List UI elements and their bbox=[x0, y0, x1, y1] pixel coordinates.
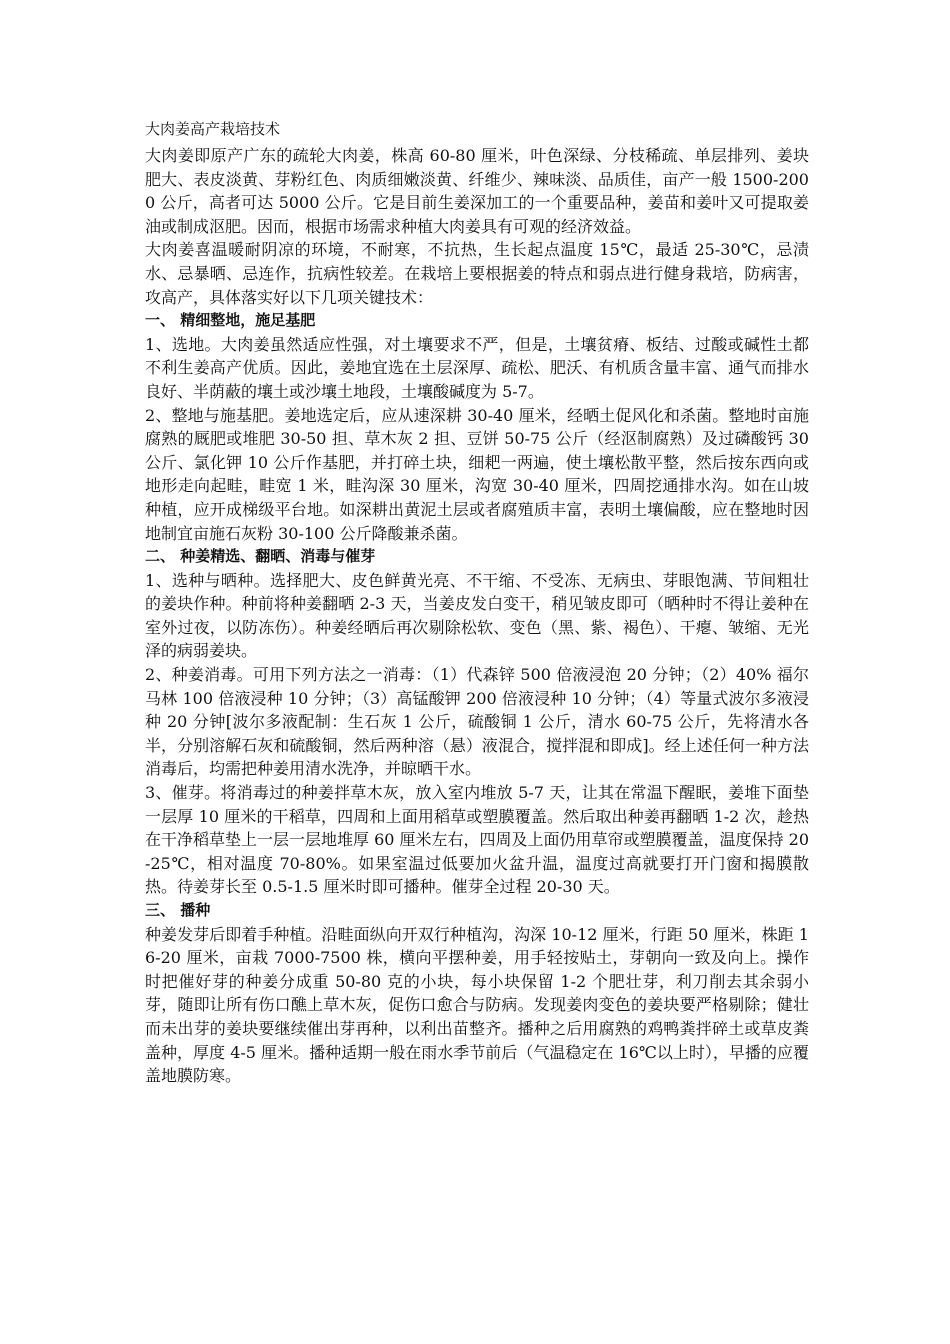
document-title: 大肉姜高产栽培技术 bbox=[145, 120, 281, 138]
section-paragraph: 3、催芽。将消毒过的种姜拌草木灰，放入室内堆放 5-7 天，让其在常温下醒眠，姜堆下面垫一层厚 10 厘米的干稻草，四周和上面用稻草或塑膜覆盖。然后取出种姜再翻晒 1-2 次，趁热在干净稻草垫上一层一层地堆厚 60 厘米左右，四周及上面仍用草帘或塑膜覆盖，温度保持 20-25℃，相对温度 70-80%。如果室温过低要加火盆升温，温度过高就要打开门窗和揭膜散热。待姜芽长至 0.5-1.5 厘米时即可播种。催芽全过程 20-30 天。 bbox=[145, 783, 809, 897]
section-paragraph: 2、整地与施基肥。姜地选定后，应从速深耕 30-40 厘米，经晒土促风化和杀菌。整地时亩施腐熟的厩肥或堆肥 30-50 担、草木灰 2 担、豆饼 50-75 公斤（经沤制腐熟）及过磷酸钙 30 公斤、氯化钾 10 公斤作基肥，并打碎土块，细耙一两遍，使土壤松散平整，然后按东西向或地形走向起畦，畦宽 1 米，畦沟深 30 厘米，沟宽 30-40 厘米，四周挖通排水沟。如在山坡种植，应开成梯级平台地。如深耕出黄泥土层或者腐殖质丰富，表明土壤偏酸，应在整地时因地制宜亩施石灰粉 30-100 公斤降酸兼杀菌。 bbox=[145, 405, 809, 543]
section-paragraph: 2、种姜消毒。可用下列方法之一消毒：（1）代森锌 500 倍液浸泡 20 分钟；（2）40% 福尔马林 100 倍液浸种 10 分钟；（3）高锰酸钾 200 倍液浸种 10 分钟；（4）等量式波尔多液浸种 20 分钟[波尔多液配制：生石灰 1 公斤，硫酸铜 1 公斤，清水 60-75 公斤，先将清水各半，分别溶解石灰和硫酸铜，然后两种溶（悬）液混合，搅拌混和即成]。经上述任何一种方法消毒后，均需把种姜用清水洗净，并晾晒干水。 bbox=[145, 665, 809, 779]
section-2 bbox=[145, 545, 809, 899]
section-3 bbox=[145, 899, 809, 1088]
section-paragraph: 1、选种与晒种。选择肥大、皮色鲜黄光亮、不干缩、不受冻、无病虫、芽眼饱满、节间粗壮的姜块作种。种前将种姜翻晒 2-3 天，当姜皮发白变干，稍见皱皮即可（晒种时不得让姜种在室外过夜，以防冻伤）。种姜经晒后再次剔除松软、变色（黑、紫、褐色）、干瘪、皱缩、无光泽的病弱姜块。 bbox=[145, 570, 809, 661]
section-paragraph: 1、选地。大肉姜虽然适应性强，对土壤要求不严，但是，土壤贫瘠、板结、过酸或碱性土都不利生姜高产优质。因此，姜地宜选在土层深厚、疏松、肥沃、有机质含量丰富、通气而排水良好、半荫蔽的壤土或沙壤土地段，土壤酸碱度为 5-7。 bbox=[145, 334, 809, 401]
section-heading: 一、 精细整地，施足基肥 bbox=[145, 311, 316, 330]
intro-paragraph-1: 大肉姜即原产广东的疏轮大肉姜，株高 60-80 厘米，叶色深绿、分枝稀疏、单层排列、姜块肥大、表皮淡黄、芽粉红色、肉质细嫩淡黄、纤维少、辣味淡、品质佳，亩产一般 1500-2000 公斤，高者可达 5000 公斤。它是目前生姜深加工的一个重要品种，姜苗和姜叶又可提取姜油或制成沤肥。因而，根据市场需求种植大肉姜具有可观的经济效益。 bbox=[145, 146, 809, 236]
section-heading: 三、 播种 bbox=[145, 901, 211, 919]
section-1 bbox=[145, 309, 809, 545]
document-body bbox=[145, 114, 809, 1088]
intro-paragraph-2: 大肉姜喜温暖耐阴凉的环境，不耐寒，不抗热，生长起点温度 15℃，最适 25-30℃，忌渍水、忌暴晒、忌连作，抗病性较差。在栽培上要根据姜的特点和弱点进行健身栽培，防病害，攻高产，具体落实好以下几项关键技术： bbox=[145, 240, 809, 307]
section-paragraph: 种姜发芽后即着手种植。沿畦面纵向开双行种植沟，沟深 10-12 厘米，行距 50 厘米，株距 16-20 厘米，亩栽 7000-7500 株，横向平摆种姜，用手轻按贴土，芽朝向一致及向上。操作时把催好芽的种姜分成重 50-80 克的小块，每小块保留 1-2 个肥壮芽，利刀削去其余弱小芽，随即让所有伤口醮上草木灰，促伤口愈合与防病。发现姜肉变色的姜块要严格剔除；健壮而未出芽的姜块要继续催出芽再种，以利出苗整齐。播种之后用腐熟的鸡鸭粪拌碎土或草皮粪盖种，厚度 4-5 厘米。播种适期一般在雨水季节前后（气温稳定在 16℃以上时），早播的应覆盖地膜防寒。 bbox=[145, 924, 809, 1086]
section-heading: 二、 种姜精选、翻晒、消毒与催芽 bbox=[145, 547, 376, 566]
